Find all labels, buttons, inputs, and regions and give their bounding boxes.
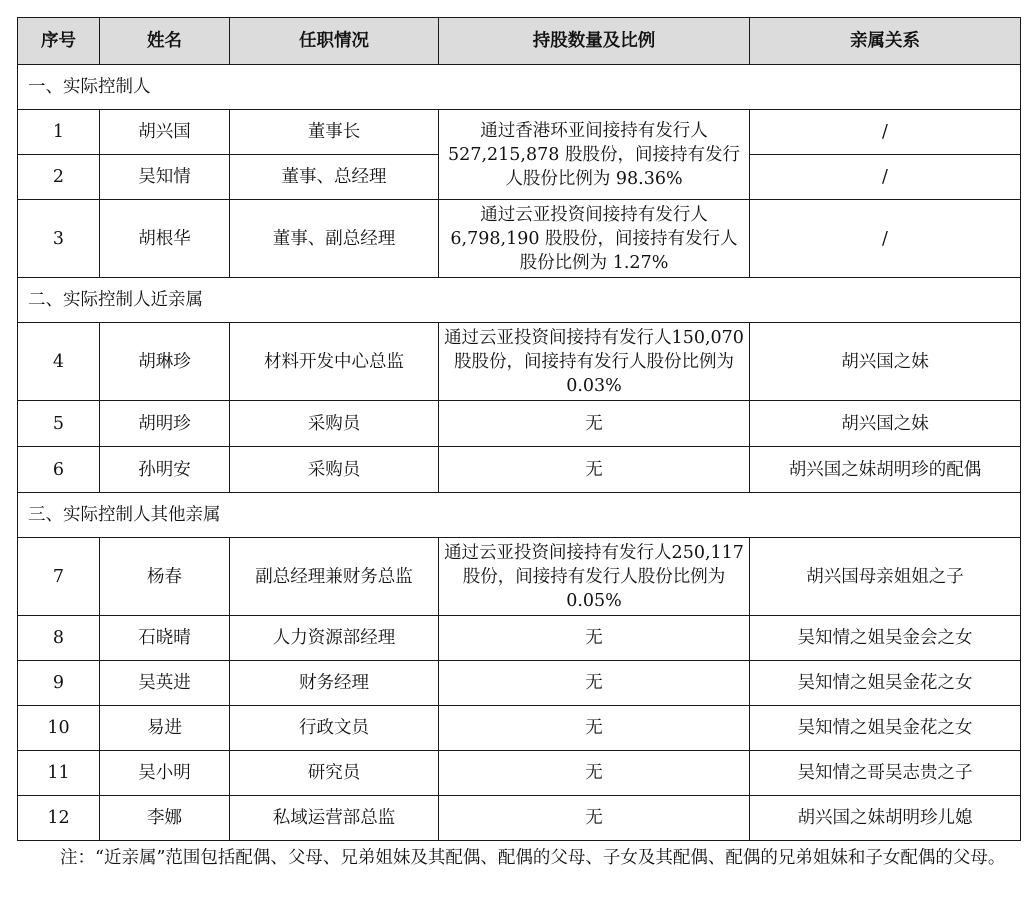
cell-relation: 胡兴国母亲姐姐之子 <box>750 538 1021 616</box>
cell-position: 材料开发中心总监 <box>230 323 439 401</box>
footnote: 注：“近亲属”范围包括配偶、父母、兄弟姐妹及其配偶、配偶的父母、子女及其配偶、配偶的兄弟姐妹和子女配偶的父母。 <box>60 848 1006 868</box>
table-row <box>18 706 1021 751</box>
cell-no: 2 <box>18 155 100 200</box>
cell-name: 石晓晴 <box>100 616 230 661</box>
cell-no: 4 <box>18 323 100 401</box>
section-title: 一、实际控制人 <box>18 65 1021 110</box>
cell-position: 研究员 <box>230 751 439 796</box>
cell-position: 私域运营部总监 <box>230 796 439 841</box>
cell-position: 行政文员 <box>230 706 439 751</box>
cell-position: 董事长 <box>230 110 439 155</box>
cell-position: 副总经理兼财务总监 <box>230 538 439 616</box>
cell-relation: / <box>750 110 1021 155</box>
header-shares: 持股数量及比例 <box>439 18 750 65</box>
cell-relation: 胡兴国之妹胡明珍的配偶 <box>750 447 1021 493</box>
cell-relation: / <box>750 200 1021 278</box>
cell-name: 胡兴国 <box>100 110 230 155</box>
table-row <box>18 323 1021 401</box>
cell-relation: 胡兴国之妹胡明珍儿媳 <box>750 796 1021 841</box>
cell-relation: 吴知情之哥吴志贵之子 <box>750 751 1021 796</box>
cell-shares: 无 <box>439 751 750 796</box>
cell-name: 杨春 <box>100 538 230 616</box>
cell-no: 7 <box>18 538 100 616</box>
cell-shares: 无 <box>439 706 750 751</box>
cell-name: 孙明安 <box>100 447 230 493</box>
table-row <box>18 661 1021 706</box>
cell-no: 5 <box>18 401 100 447</box>
cell-shares: 无 <box>439 616 750 661</box>
cell-relation: 吴知情之姐吴金花之女 <box>750 706 1021 751</box>
cell-relation: 胡兴国之妹 <box>750 401 1021 447</box>
cell-position: 财务经理 <box>230 661 439 706</box>
cell-no: 8 <box>18 616 100 661</box>
cell-no: 9 <box>18 661 100 706</box>
table-row <box>18 751 1021 796</box>
header-no: 序号 <box>18 18 100 65</box>
cell-name: 李娜 <box>100 796 230 841</box>
table-row <box>18 796 1021 841</box>
cell-name: 吴小明 <box>100 751 230 796</box>
cell-relation: 吴知情之姐吴金会之女 <box>750 616 1021 661</box>
header-position: 任职情况 <box>230 18 439 65</box>
cell-shares: 无 <box>439 401 750 447</box>
section-row <box>18 278 1021 323</box>
cell-position: 董事、总经理 <box>230 155 439 200</box>
cell-no: 3 <box>18 200 100 278</box>
shareholder-relatives-table <box>17 17 1021 841</box>
header-row <box>18 18 1021 65</box>
cell-name: 胡明珍 <box>100 401 230 447</box>
table-row <box>18 538 1021 616</box>
cell-shares: 无 <box>439 661 750 706</box>
cell-no: 10 <box>18 706 100 751</box>
cell-no: 11 <box>18 751 100 796</box>
cell-name: 胡根华 <box>100 200 230 278</box>
section-title: 三、实际控制人其他亲属 <box>18 493 1021 538</box>
cell-no: 12 <box>18 796 100 841</box>
cell-position: 人力资源部经理 <box>230 616 439 661</box>
table-row <box>18 616 1021 661</box>
table-row <box>18 447 1021 493</box>
table-row <box>18 401 1021 447</box>
section-row <box>18 65 1021 110</box>
cell-shares: 无 <box>439 796 750 841</box>
cell-relation: 胡兴国之妹 <box>750 323 1021 401</box>
cell-relation: / <box>750 155 1021 200</box>
cell-position: 采购员 <box>230 401 439 447</box>
header-relation: 亲属关系 <box>750 18 1021 65</box>
section-row <box>18 493 1021 538</box>
cell-position: 董事、副总经理 <box>230 200 439 278</box>
cell-name: 吴英进 <box>100 661 230 706</box>
table-row <box>18 110 1021 155</box>
cell-shares: 通过云亚投资间接持有发行人150,070 股股份，间接持有发行人股份比例为 0.03% <box>439 323 750 401</box>
cell-relation: 吴知情之姐吴金花之女 <box>750 661 1021 706</box>
cell-name: 易进 <box>100 706 230 751</box>
cell-shares: 通过云亚投资间接持有发行人250,117 股份，间接持有发行人股份比例为 0.05% <box>439 538 750 616</box>
cell-no: 6 <box>18 447 100 493</box>
cell-position: 采购员 <box>230 447 439 493</box>
cell-name: 胡琳珍 <box>100 323 230 401</box>
cell-no: 1 <box>18 110 100 155</box>
table-row <box>18 200 1021 278</box>
section-title: 二、实际控制人近亲属 <box>18 278 1021 323</box>
header-name: 姓名 <box>100 18 230 65</box>
cell-shares: 通过云亚投资间接持有发行人6,798,190 股股份，间接持有发行人股份比例为 1.27% <box>439 200 750 278</box>
cell-name: 吴知情 <box>100 155 230 200</box>
cell-shares: 无 <box>439 447 750 493</box>
cell-shares: 通过香港环亚间接持有发行人527,215,878 股股份，间接持有发行人股份比例为 98.36% <box>439 110 750 200</box>
